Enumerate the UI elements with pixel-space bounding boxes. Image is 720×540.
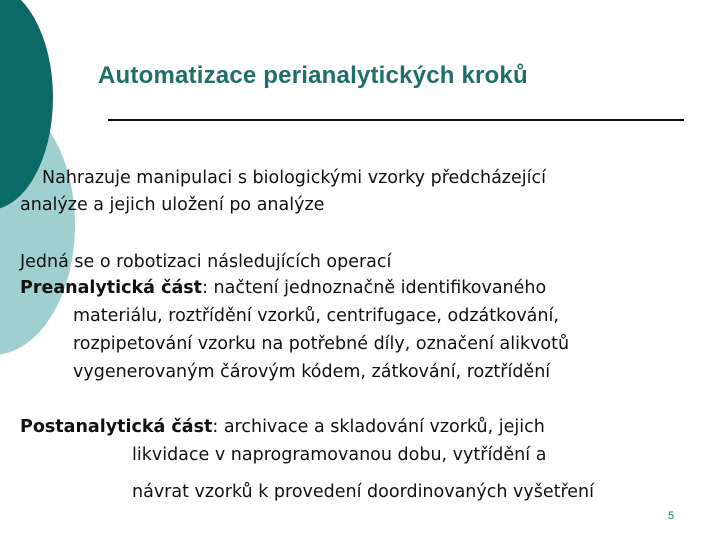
postanalytic-line-2: likvidace v naprogramovanou dobu, vytřídění a — [132, 445, 547, 465]
preanalytic-label: Preanalytická část — [20, 278, 203, 298]
postanalytic-line-3: návrat vzorků k provedení doordinovaných vyšetření — [132, 482, 595, 502]
postanalytic-label: Postanalytická část — [20, 417, 213, 437]
paragraph-1-line-2: analýze a jejich uložení po analýze — [20, 195, 325, 215]
postanalytic-text: : archivace a skladování vzorků, jejich — [212, 417, 545, 437]
preanalytic-line-3: rozpipetování vzorku na potřebné díly, označení alikvotů — [73, 334, 570, 354]
page-number: 5 — [668, 510, 675, 522]
slide-title: Automatizace perianalytických kroků — [98, 62, 528, 89]
paragraph-1-line-1: Nahrazuje manipulaci s biologickými vzorky předcházející — [42, 168, 546, 188]
paragraph-2-intro: Jedná se o robotizaci následujících operací — [20, 252, 392, 272]
title-underline — [108, 119, 684, 121]
preanalytic-line-4: vygenerovaným čárovým kódem, zátkování, roztřídění — [73, 362, 551, 382]
preanalytic-line-2: materiálu, roztřídění vzorků, centrifugace, odzátkování, — [73, 306, 559, 326]
preanalytic-line-1 — [20, 276, 546, 300]
postanalytic-line-1 — [20, 415, 545, 439]
preanalytic-text: : načtení jednoznačně identifikovaného — [202, 278, 547, 298]
